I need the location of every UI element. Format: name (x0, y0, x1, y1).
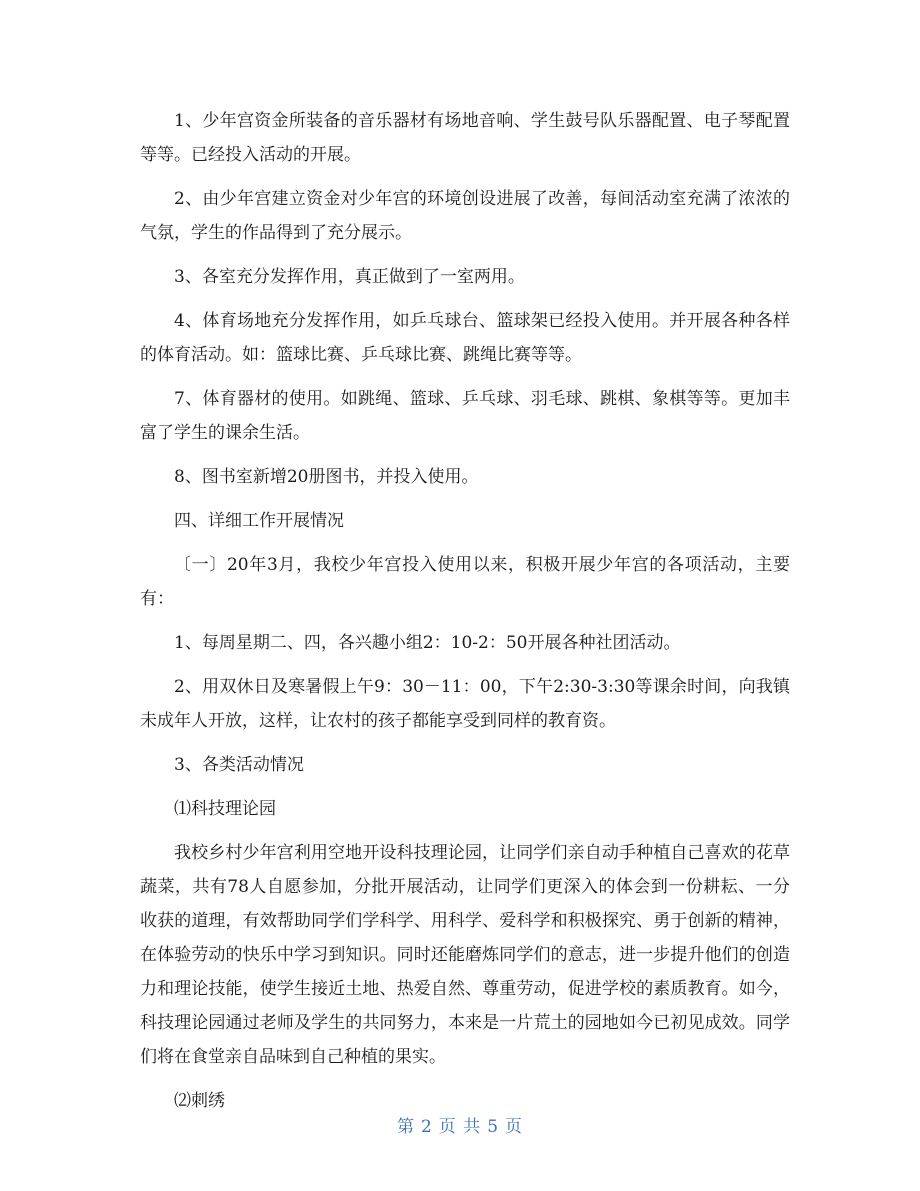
document-body (140, 104, 790, 1128)
paragraph-library: 8、图书室新增20册图书，并投入使用。 (174, 467, 479, 487)
section-heading: 四、详细工作开展情况 (174, 511, 344, 531)
paragraph-sports-field: 4、体育场地充分发挥作用，如乒乓球台、篮球架已经投入使用。并开展各种各样的体育活动。如：篮球比赛、乒乓球比赛、跳绳比赛等等。 (140, 311, 790, 365)
paragraph-weekly-schedule: 1、每周星期二、四，各兴趣小组2：10-2：50开展各种社团活动。 (174, 633, 681, 653)
footer-middle: 页 共 (438, 1117, 482, 1137)
paragraph-science-garden: 我校乡村少年宫利用空地开设科技理论园，让同学们亲自动手种植自己喜欢的花草蔬菜，共有78人自愿参加，分批开展活动，让同学们更深入的体会到一份耕耘、一分收获的道理，有效帮助同学们学科学、用科学、爱科学和积极探究、勇于创新的精神，在体验劳动的快乐中学习到知识。同时还能磨炼同学们的意志，进一步提升他们的创造力和理论技能，使学生接近土地、热爱自然、尊重劳动，促进学校的素质教育。如今，科技理论园通过老师及学生的共同努力，本来是一片荒土的园地如今已初见成效。同学们将在食堂亲自品味到自己种植的果实。 (140, 843, 790, 1067)
paragraph-environment: 2、由少年宫建立资金对少年宫的环境创设进展了改善，每间活动室充满了浓浓的气氛，学生的作品得到了充分展示。 (140, 189, 790, 243)
paragraph-overview: 〔一〕20年3月，我校少年宫投入使用以来，积极开展少年宫的各项活动，主要有： (140, 555, 790, 609)
footer-prefix: 第 (396, 1117, 415, 1137)
subheading-science-garden: ⑴科技理论园 (174, 799, 276, 819)
subheading-embroidery: ⑵刺绣 (174, 1091, 225, 1111)
footer-total-pages: 5 (487, 1117, 500, 1137)
page-footer (0, 1112, 920, 1137)
paragraph-holiday-schedule: 2、用双休日及寒暑假上午9：30－11：00，下午2:30-3:30等课余时间，向我镇未成年人开放，这样，让农村的孩子都能享受到同样的教育资。 (140, 677, 790, 731)
footer-current-page: 2 (420, 1117, 433, 1137)
subheading-activities: 3、各类活动情况 (174, 755, 304, 775)
paragraph-sports-equipment: 7、体育器材的使用。如跳绳、篮球、乒乓球、羽毛球、跳棋、象棋等等。更加丰富了学生的课余生活。 (140, 389, 790, 443)
paragraph-equipment-music: 1、少年宫资金所装备的音乐器材有场地音响、学生鼓号队乐器配置、电子琴配置等等。已经投入活动的开展。 (140, 111, 790, 165)
paragraph-rooms: 3、各室充分发挥作用，真正做到了一室两用。 (174, 267, 525, 287)
footer-suffix: 页 (505, 1117, 524, 1137)
